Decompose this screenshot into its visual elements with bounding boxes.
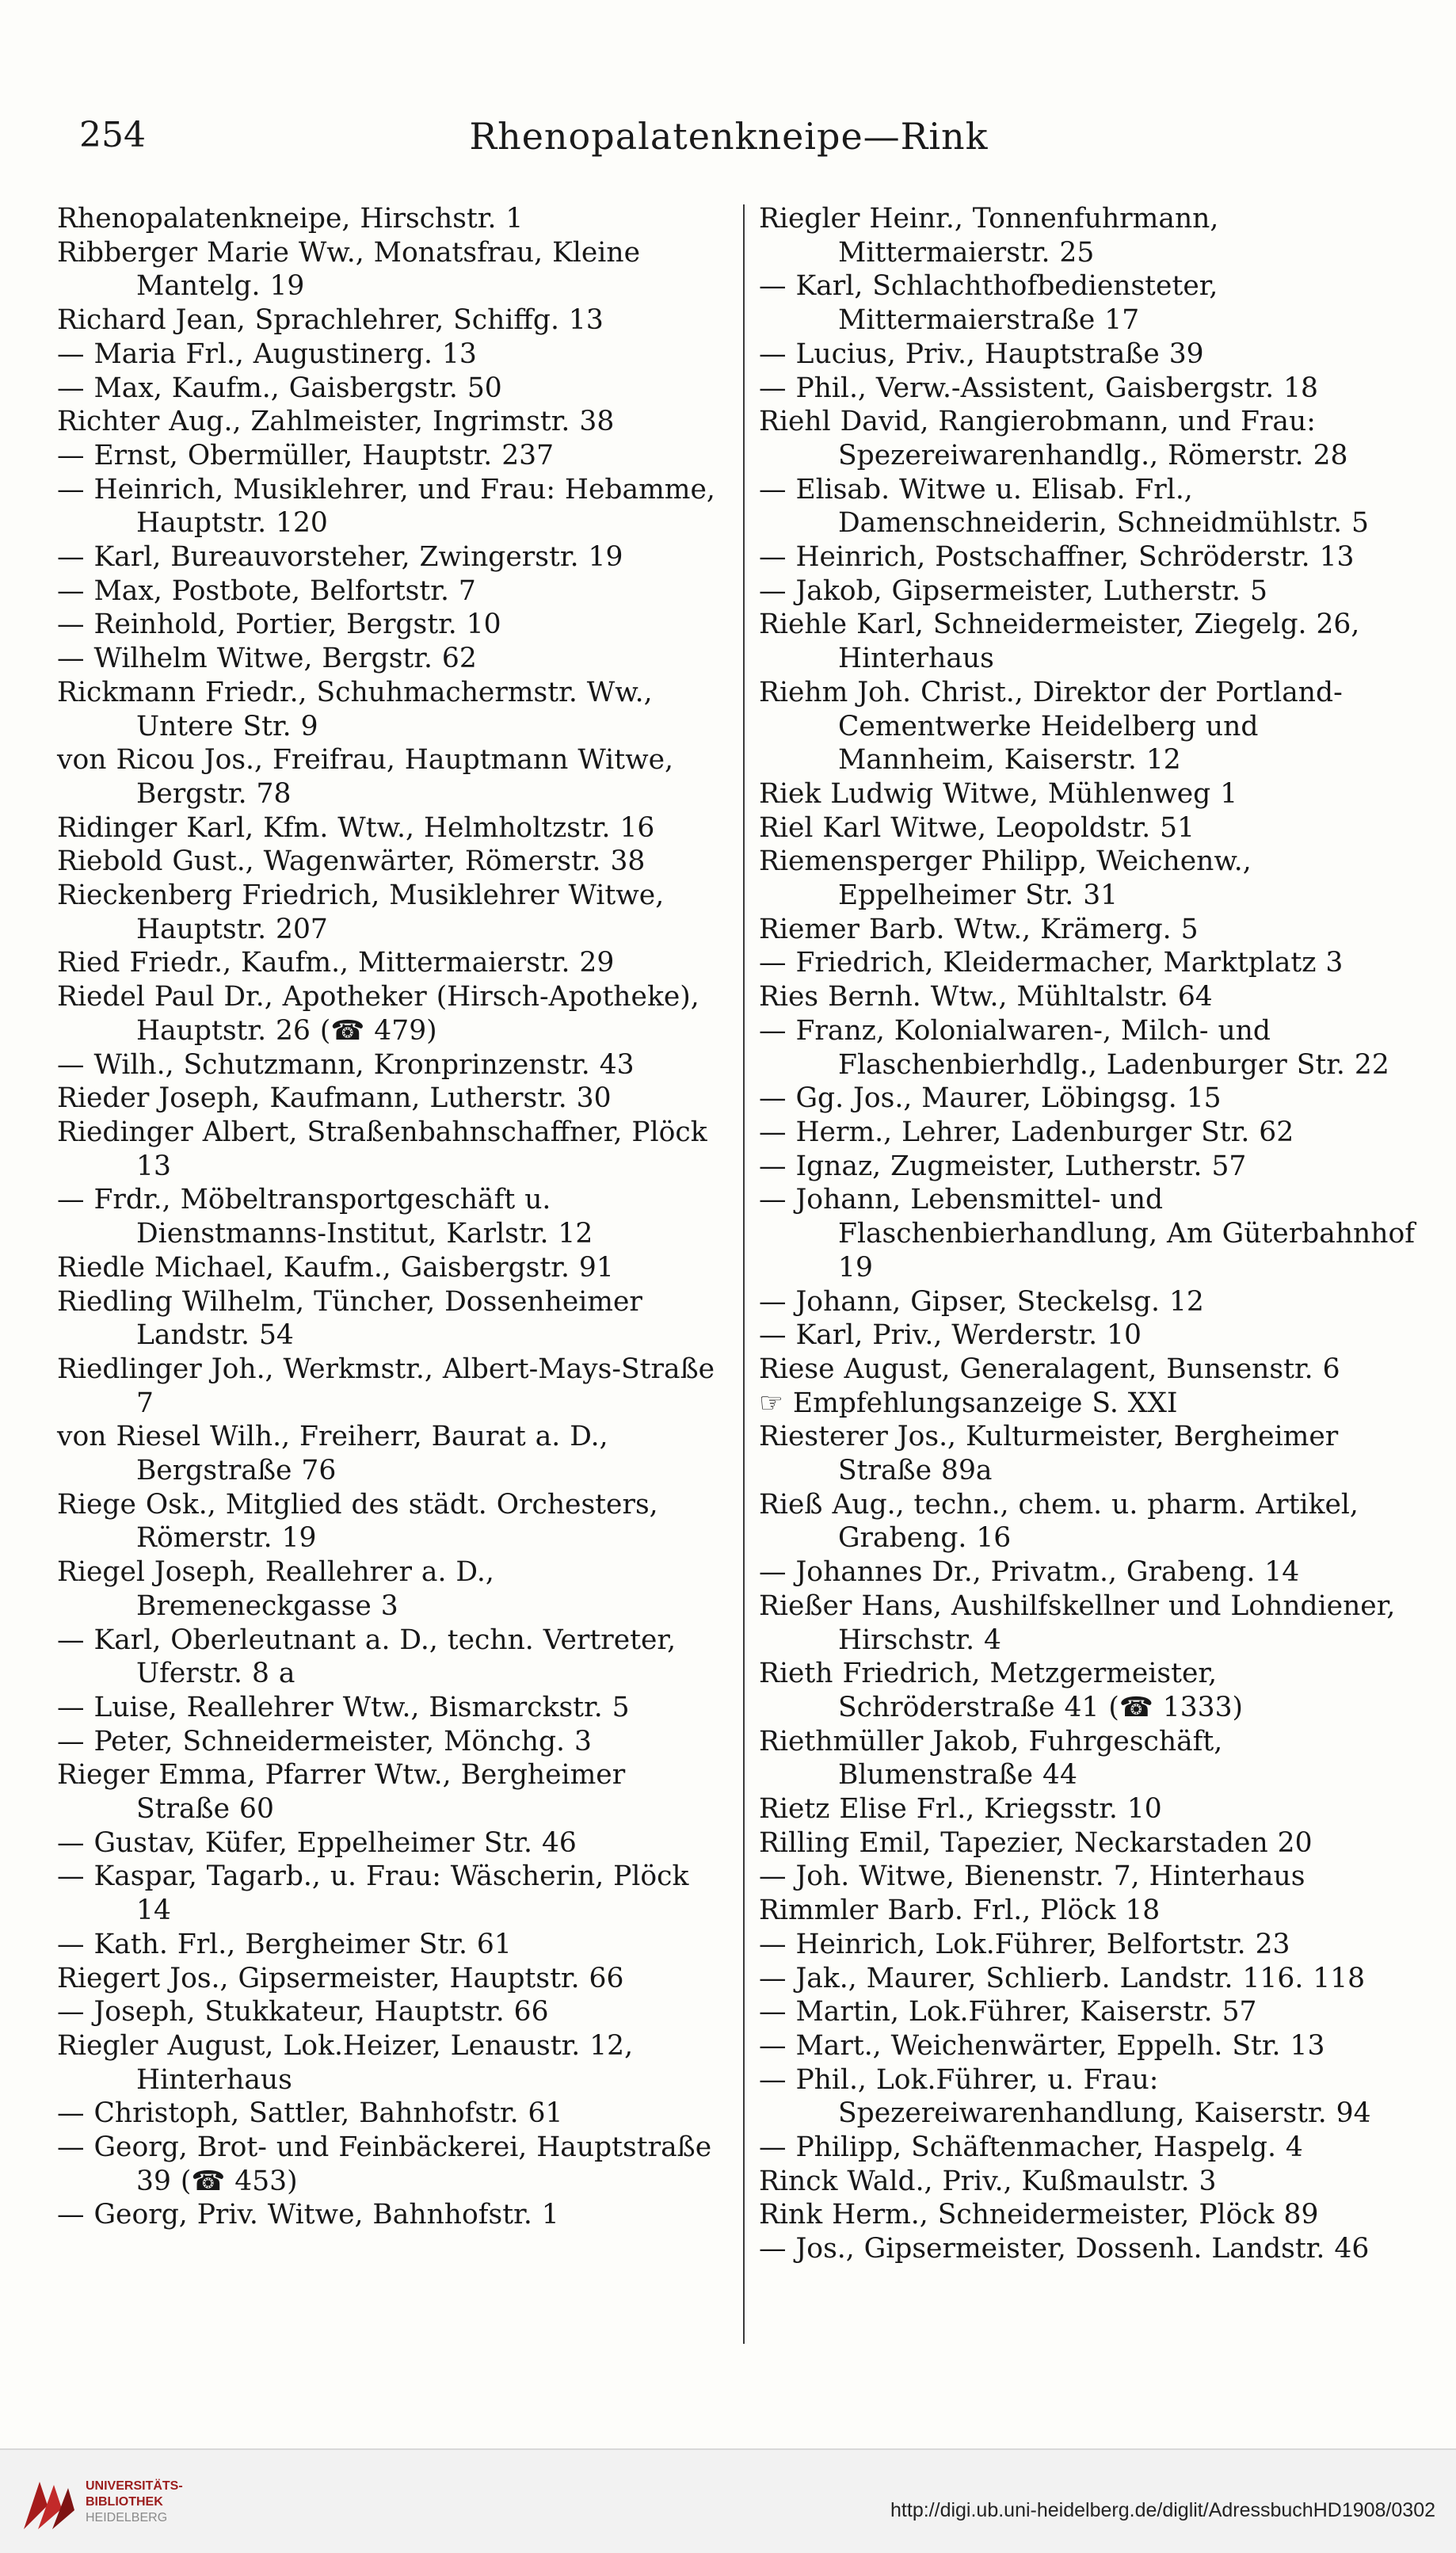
source-url-link[interactable]: http://digi.ub.uni-heidelberg.de/diglit/AdressbuchHD1908/0302	[890, 2499, 1435, 2521]
directory-entry: Riebold Gust., Wagenwärter, Römerstr. 38	[57, 845, 646, 878]
library-name-line: UNIVERSITÄTS-	[86, 2479, 183, 2493]
directory-entry: — Frdr., Möbeltransportgeschäft u. Dienstmanns-Institut, Karlstr. 12	[57, 1184, 593, 1250]
directory-entry: Rieß Aug., techn., chem. u. pharm. Artikel, Grabeng. 16	[759, 1488, 1359, 1555]
directory-entry: — Elisab. Witwe u. Elisab. Frl., Damenschneiderin, Schneidmühlstr. 5	[759, 473, 1369, 540]
directory-entry: von Riesel Wilh., Freiherr, Baurat a. D., Bergstraße 76	[57, 1421, 608, 1487]
directory-entry: — Karl, Priv., Werderstr. 10	[759, 1319, 1142, 1352]
directory-entry: Riegert Jos., Gipsermeister, Hauptstr. 66	[57, 1962, 624, 1994]
directory-entry: Riethmüller Jakob, Fuhrgeschäft, Blumenstraße 44	[759, 1725, 1223, 1792]
directory-entry: — Lucius, Priv., Hauptstraße 39	[759, 338, 1204, 370]
page-header	[79, 115, 1378, 170]
directory-entry: — Kaspar, Tagarb., u. Frau: Wäscherin, Plöck 14	[57, 1860, 689, 1927]
directory-entry: — Jos., Gipsermeister, Dossenh. Landstr. 46	[759, 2233, 1370, 2265]
directory-entry: — Karl, Oberleutnant a. D., techn. Vertreter, Uferstr. 8 a	[57, 1624, 677, 1690]
directory-entry: Rinck Wald., Priv., Kußmaulstr. 3	[759, 2165, 1217, 2197]
directory-entry: Rieth Friedrich, Metzgermeister, Schröderstraße 41 (☎ 1333)	[759, 1658, 1244, 1723]
running-head: Rhenopalatenkneipe—Rink	[469, 115, 989, 158]
page-number: 254	[79, 115, 146, 155]
directory-entry: — Jakob, Gipsermeister, Lutherstr. 5	[759, 574, 1267, 607]
directory-entry: Riegler Heinr., Tonnenfuhrmann, Mittermaierstr. 25	[759, 203, 1219, 269]
column-divider	[743, 204, 745, 2344]
library-name-line: HEIDELBERG	[86, 2511, 168, 2524]
directory-entry: — Georg, Brot- und Feinbäckerei, Hauptstraße 39 (☎ 453)	[57, 2131, 712, 2197]
directory-entry: — Peter, Schneidermeister, Mönchg. 3	[57, 1725, 592, 1757]
directory-entry: — Johannes Dr., Privatm., Grabeng. 14	[759, 1556, 1300, 1589]
directory-entry: Riese August, Generalagent, Bunsenstr. 6	[759, 1353, 1340, 1385]
directory-entry: — Jak., Maurer, Schlierb. Landstr. 116. 118	[759, 1962, 1366, 1994]
directory-entry: — Johann, Lebensmittel- und Flaschenbierhandlung, Am Güterbahnhof 19	[759, 1184, 1416, 1284]
directory-entry: — Gg. Jos., Maurer, Löbingsg. 15	[759, 1082, 1222, 1115]
directory-entry: — Joseph, Stukkateur, Hauptstr. 66	[57, 1996, 549, 2028]
directory-entry: — Max, Kaufm., Gaisbergstr. 50	[57, 372, 502, 404]
directory-entry: Rieder Joseph, Kaufmann, Lutherstr. 30	[57, 1082, 612, 1115]
directory-entry: Rietz Elise Frl., Kriegsstr. 10	[759, 1793, 1162, 1826]
directory-entry: Riegler August, Lok.Heizer, Lenaustr. 12, Hinterhaus	[57, 2029, 634, 2096]
directory-entry: — Franz, Kolonialwaren-, Milch- und Flaschenbierhdlg., Ladenburger Str. 22	[759, 1014, 1389, 1081]
directory-entry: — Friedrich, Kleidermacher, Marktplatz 3	[759, 947, 1344, 979]
left-column	[57, 202, 722, 2232]
directory-entry: — Gustav, Küfer, Eppelheimer Str. 46	[57, 1826, 577, 1859]
directory-entry: — Martin, Lok.Führer, Kaiserstr. 57	[759, 1996, 1257, 2028]
right-column	[759, 202, 1424, 2266]
directory-entry: — Herm., Lehrer, Ladenburger Str. 62	[759, 1116, 1294, 1148]
directory-entry: — Reinhold, Portier, Bergstr. 10	[57, 609, 501, 641]
directory-entry: — Heinrich, Musiklehrer, und Frau: Hebamme, Hauptstr. 120	[57, 473, 715, 540]
directory-entry: Riedel Paul Dr., Apotheker (Hirsch-Apotheke), Hauptstr. 26 (☎ 479)	[57, 981, 699, 1047]
directory-entry: Riedlinger Joh., Werkmstr., Albert-Mays-Straße 7	[57, 1353, 715, 1419]
directory-entry: Rilling Emil, Tapezier, Neckarstaden 20	[759, 1826, 1313, 1859]
directory-entry: — Ignaz, Zugmeister, Lutherstr. 57	[759, 1150, 1247, 1182]
directory-entry: — Wilhelm Witwe, Bergstr. 62	[57, 643, 477, 675]
directory-entry: Ridinger Karl, Kfm. Wtw., Helmholtzstr. 16	[57, 811, 655, 844]
directory-entry: Riege Osk., Mitglied des städt. Orchesters, Römerstr. 19	[57, 1488, 658, 1555]
directory-entry: von Ricou Jos., Freifrau, Hauptmann Witwe, Bergstr. 78	[57, 744, 673, 810]
directory-entry: Riehm Joh. Christ., Direktor der Portland-Cementwerke Heidelberg und Mannheim, Kaiserstr. 12	[759, 676, 1343, 777]
university-library-logo-icon	[16, 2474, 79, 2537]
directory-entry: Riesterer Jos., Kulturmeister, Bergheimer Straße 89a	[759, 1421, 1339, 1487]
directory-entry: — Phil., Lok.Führer, u. Frau: Spezereiwarenhandlung, Kaiserstr. 94	[759, 2063, 1371, 2130]
directory-entry: — Karl, Schlachthofbediensteter, Mittermaierstraße 17	[759, 270, 1218, 337]
directory-entry: — Kath. Frl., Bergheimer Str. 61	[57, 1928, 512, 1960]
directory-entry: Riehl David, Rangierobmann, und Frau: Spezereiwarenhandlg., Römerstr. 28	[759, 406, 1348, 471]
directory-entry: — Ernst, Obermüller, Hauptstr. 237	[57, 439, 555, 471]
directory-entry: Rimmler Barb. Frl., Plöck 18	[759, 1895, 1161, 1927]
directory-entry: — Max, Postbote, Belfortstr. 7	[57, 574, 476, 607]
directory-entry: Richard Jean, Sprachlehrer, Schiffg. 13	[57, 304, 604, 337]
directory-entry: Riedinger Albert, Straßenbahnschaffner, Plöck 13	[57, 1116, 707, 1182]
directory-entry: Riemensperger Philipp, Weichenw., Eppelheimer Str. 31	[759, 845, 1252, 912]
library-name-line: BIBLIOTHEK	[86, 2495, 163, 2509]
directory-entry: Riegel Joseph, Reallehrer a. D., Bremeneckgasse 3	[57, 1556, 494, 1622]
directory-entry: — Heinrich, Postschaffner, Schröderstr. 13	[759, 541, 1355, 574]
directory-entry: — Karl, Bureauvorsteher, Zwingerstr. 19	[57, 541, 623, 574]
directory-entry: Rhenopalatenkneipe, Hirschstr. 1	[57, 203, 524, 235]
directory-entry: Riemer Barb. Wtw., Krämerg. 5	[759, 913, 1199, 945]
directory-entry: Ribberger Marie Ww., Monatsfrau, Kleine Mantelg. 19	[57, 236, 640, 303]
directory-entry: Rieckenberg Friedrich, Musiklehrer Witwe, Hauptstr. 207	[57, 880, 665, 945]
directory-entry: — Christoph, Sattler, Bahnhofstr. 61	[57, 2097, 563, 2130]
directory-entry: — Mart., Weichenwärter, Eppelh. Str. 13	[759, 2029, 1325, 2062]
directory-entry: Riek Ludwig Witwe, Mühlenweg 1	[759, 777, 1238, 810]
directory-entry: Rink Herm., Schneidermeister, Plöck 89	[759, 2199, 1319, 2231]
directory-entry: — Wilh., Schutzmann, Kronprinzenstr. 43	[57, 1048, 635, 1081]
directory-entry: — Heinrich, Lok.Führer, Belfortstr. 23	[759, 1928, 1290, 1960]
directory-entry: ☞ Empfehlungsanzeige S. XXI	[759, 1387, 1178, 1419]
directory-entry: Riel Karl Witwe, Leopoldstr. 51	[759, 811, 1195, 844]
directory-entry: — Johann, Gipser, Steckelsg. 12	[759, 1285, 1204, 1318]
directory-entry: Richter Aug., Zahlmeister, Ingrimstr. 38	[57, 406, 615, 438]
directory-entry: Riedling Wilhelm, Tüncher, Dossenheimer Landstr. 54	[57, 1285, 642, 1352]
directory-entry: Riehle Karl, Schneidermeister, Ziegelg. 26, Hinterhaus	[759, 609, 1360, 675]
directory-entry: — Luise, Reallehrer Wtw., Bismarckstr. 5	[57, 1691, 630, 1723]
directory-entry: Rießer Hans, Aushilfskellner und Lohndiener, Hirschstr. 4	[759, 1589, 1396, 1656]
directory-entry: Ried Friedr., Kaufm., Mittermaierstr. 29	[57, 947, 615, 979]
directory-entry: Ries Bernh. Wtw., Mühltalstr. 64	[759, 981, 1213, 1013]
directory-entry: — Joh. Witwe, Bienenstr. 7, Hinterhaus	[759, 1860, 1305, 1893]
library-name	[86, 2479, 183, 2526]
footer-bar	[0, 2448, 1456, 2553]
directory-entry: — Georg, Priv. Witwe, Bahnhofstr. 1	[57, 2199, 559, 2231]
directory-entry: Rickmann Friedr., Schuhmachermstr. Ww., Untere Str. 9	[57, 676, 653, 742]
directory-entry: — Maria Frl., Augustinerg. 13	[57, 338, 477, 370]
directory-entry: Riedle Michael, Kaufm., Gaisbergstr. 91	[57, 1251, 614, 1284]
directory-entry: — Philipp, Schäftenmacher, Haspelg. 4	[759, 2131, 1303, 2164]
directory-entry: — Phil., Verw.-Assistent, Gaisbergstr. 18	[759, 372, 1318, 404]
directory-entry: Rieger Emma, Pfarrer Wtw., Bergheimer Straße 60	[57, 1759, 626, 1826]
